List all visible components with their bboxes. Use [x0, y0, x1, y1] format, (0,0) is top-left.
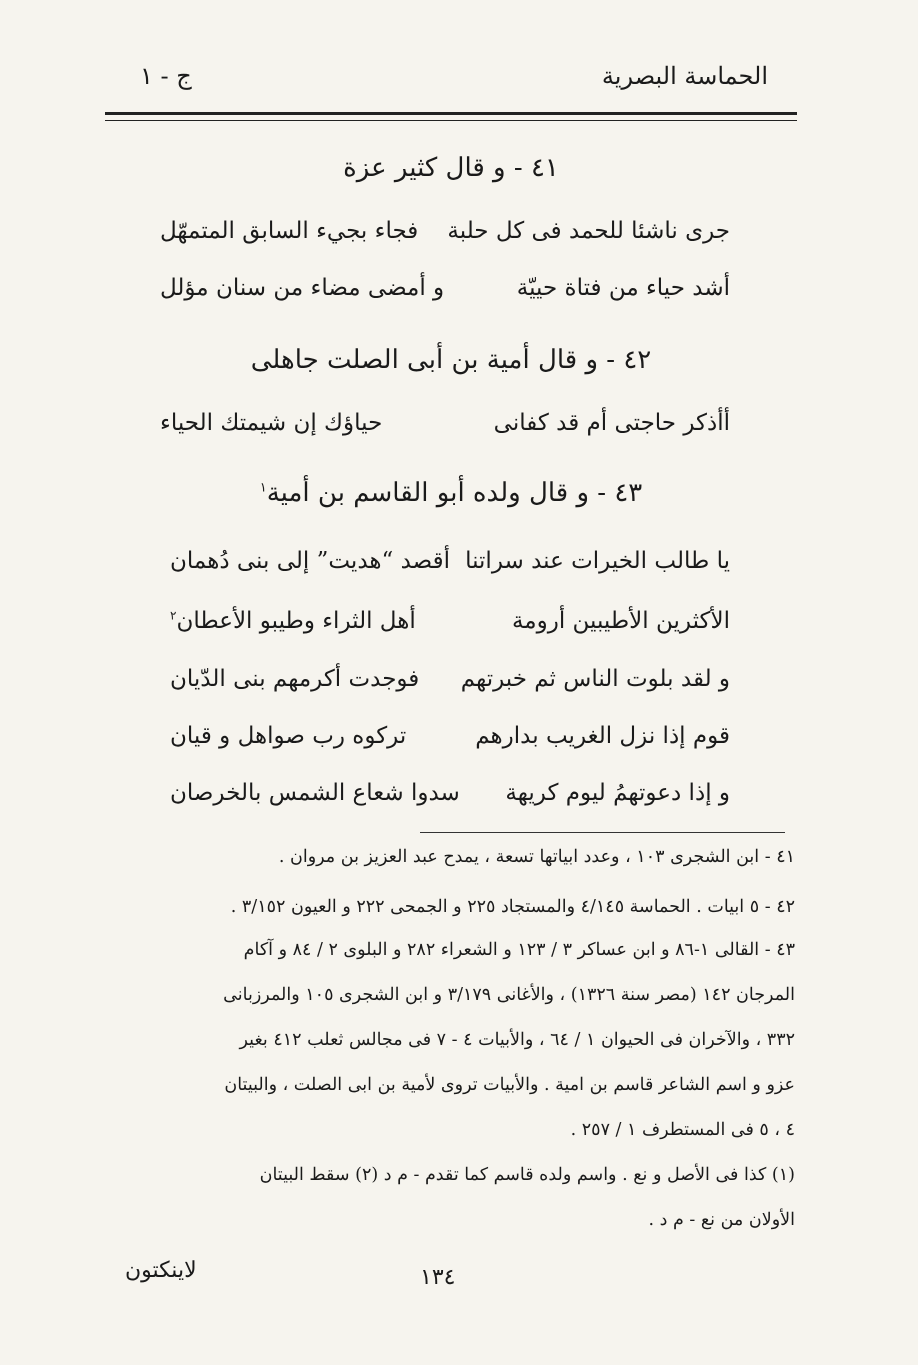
- section-43-heading-text: ٤٣ - و قال ولده أبو القاسم بن أمية: [266, 478, 643, 508]
- verse-second-hemistich: تركوه رب صواهل و قيان: [170, 723, 407, 749]
- verse-43-4: [160, 723, 730, 759]
- running-header-title: الحماسة البصرية: [601, 62, 768, 90]
- verse-first-hemistich: جرى ناشئا للحمد فى كل حلبة: [447, 218, 730, 244]
- footnote-line: عزو و اسم الشاعر قاسم بن امية . والأبيات تروى لأمية بن ابى الصلت ، والبيتان: [224, 1075, 795, 1095]
- section-42-heading: ٤٢ - و قال أمية بن أبى الصلت جاهلى: [250, 345, 652, 375]
- verse-43-2: [160, 608, 730, 644]
- verse-first-hemistich: و لقد بلوت الناس ثم خبرتهم: [460, 666, 730, 692]
- verse-first-hemistich: الأكثرين الأطيبين أرومة: [511, 608, 730, 634]
- verse-42-1: [160, 410, 730, 446]
- header-rule-thin: [105, 120, 797, 121]
- verse-first-hemistich: و إذا دعوتهمُ ليوم كريهة: [505, 780, 730, 806]
- footnote-line: ٤٢ - ٥ ابيات . الحماسة ٤/١٤٥ والمستجاد ٢٢٥ و الجمحى ٢٢٢ و العيون ٣/١٥٢ .: [230, 897, 795, 917]
- verse-43-5: [160, 780, 730, 816]
- verse-41-2: [160, 275, 730, 311]
- verse-second-hemistich: سدوا شعاع الشمس بالخرصان: [170, 780, 460, 806]
- editor-note-line: (١) كذا فى الأصل و نع . واسم ولده قاسم كما تقدم - م د (٢) سقط البيتان: [259, 1165, 795, 1185]
- header-rule-thick: [105, 112, 797, 115]
- verse-second-hemistich: فوجدت أكرمهم بنى الدّيان: [170, 666, 420, 692]
- verse-second-hemistich: [170, 608, 416, 634]
- verse-second-hemistich: فجاء بجيء السابق المتمهّل: [160, 218, 419, 244]
- verse-second-hemistich: و أمضى مضاء من سنان مؤلل: [160, 275, 445, 301]
- footnote-line: ٤١ - ابن الشجرى ١٠٣ ، وعدد ابياتها تسعة ، يمدح عبد العزيز بن مروان .: [278, 847, 795, 867]
- verse-second-text: أهل الثراء وطيبو الأعطان: [176, 608, 416, 634]
- editor-note-line: الأولان من نع - م د .: [648, 1210, 795, 1230]
- verse-first-hemistich: قوم إذا نزل الغريب بدارهم: [475, 723, 730, 749]
- page-number: ١٣٤: [420, 1265, 456, 1290]
- footnote-line: المرجان ١٤٢ (مصر سنة ١٣٢٦) ، والأغانى ٣/١٧٩ و ابن الشجرى ١٠٥ والمرزبانى: [223, 985, 795, 1005]
- verse-second-hemistich: حياؤك إن شيمتك الحياء: [160, 410, 383, 436]
- verse-first-hemistich: يا طالب الخيرات عند سراتنا: [465, 548, 730, 574]
- verse-43-1: [160, 548, 730, 584]
- verse-first-hemistich: أشد حياء من فتاة حييّة: [516, 275, 730, 301]
- footnote-line: ٤ ، ٥ فى المستطرف ١ / ٢٥٧ .: [570, 1120, 795, 1140]
- footnote-rule: [420, 832, 785, 833]
- verse-first-hemistich: أأذكر حاجتى أم قد كفانى: [493, 410, 730, 436]
- library-stamp: لاينكتون: [125, 1258, 197, 1283]
- section-41-heading: ٤١ - و قال كثير عزة: [343, 153, 559, 183]
- footnote-marker-2: ٢: [170, 608, 177, 623]
- verse-43-3: [160, 666, 730, 702]
- verse-41-1: [160, 218, 730, 254]
- section-43-heading: [105, 478, 797, 508]
- footnote-marker-1: ١: [259, 480, 267, 496]
- running-header-volume: ج - ١: [140, 62, 192, 90]
- footnote-line: ٣٣٢ ، والآخران فى الحيوان ١ / ٦٤ ، والأبيات ٤ - ٧ فى مجالس ثعلب ٤١٢ بغير: [239, 1030, 795, 1050]
- footnote-line: ٤٣ - القالى ١-٨٦ و ابن عساكر ٣ / ١٢٣ و الشعراء ٢٨٢ و البلوى ٢ / ٨٤ و آكام: [243, 940, 795, 960]
- verse-second-hemistich: أقصد “هديت” إلى بنى دُهمان: [170, 548, 450, 574]
